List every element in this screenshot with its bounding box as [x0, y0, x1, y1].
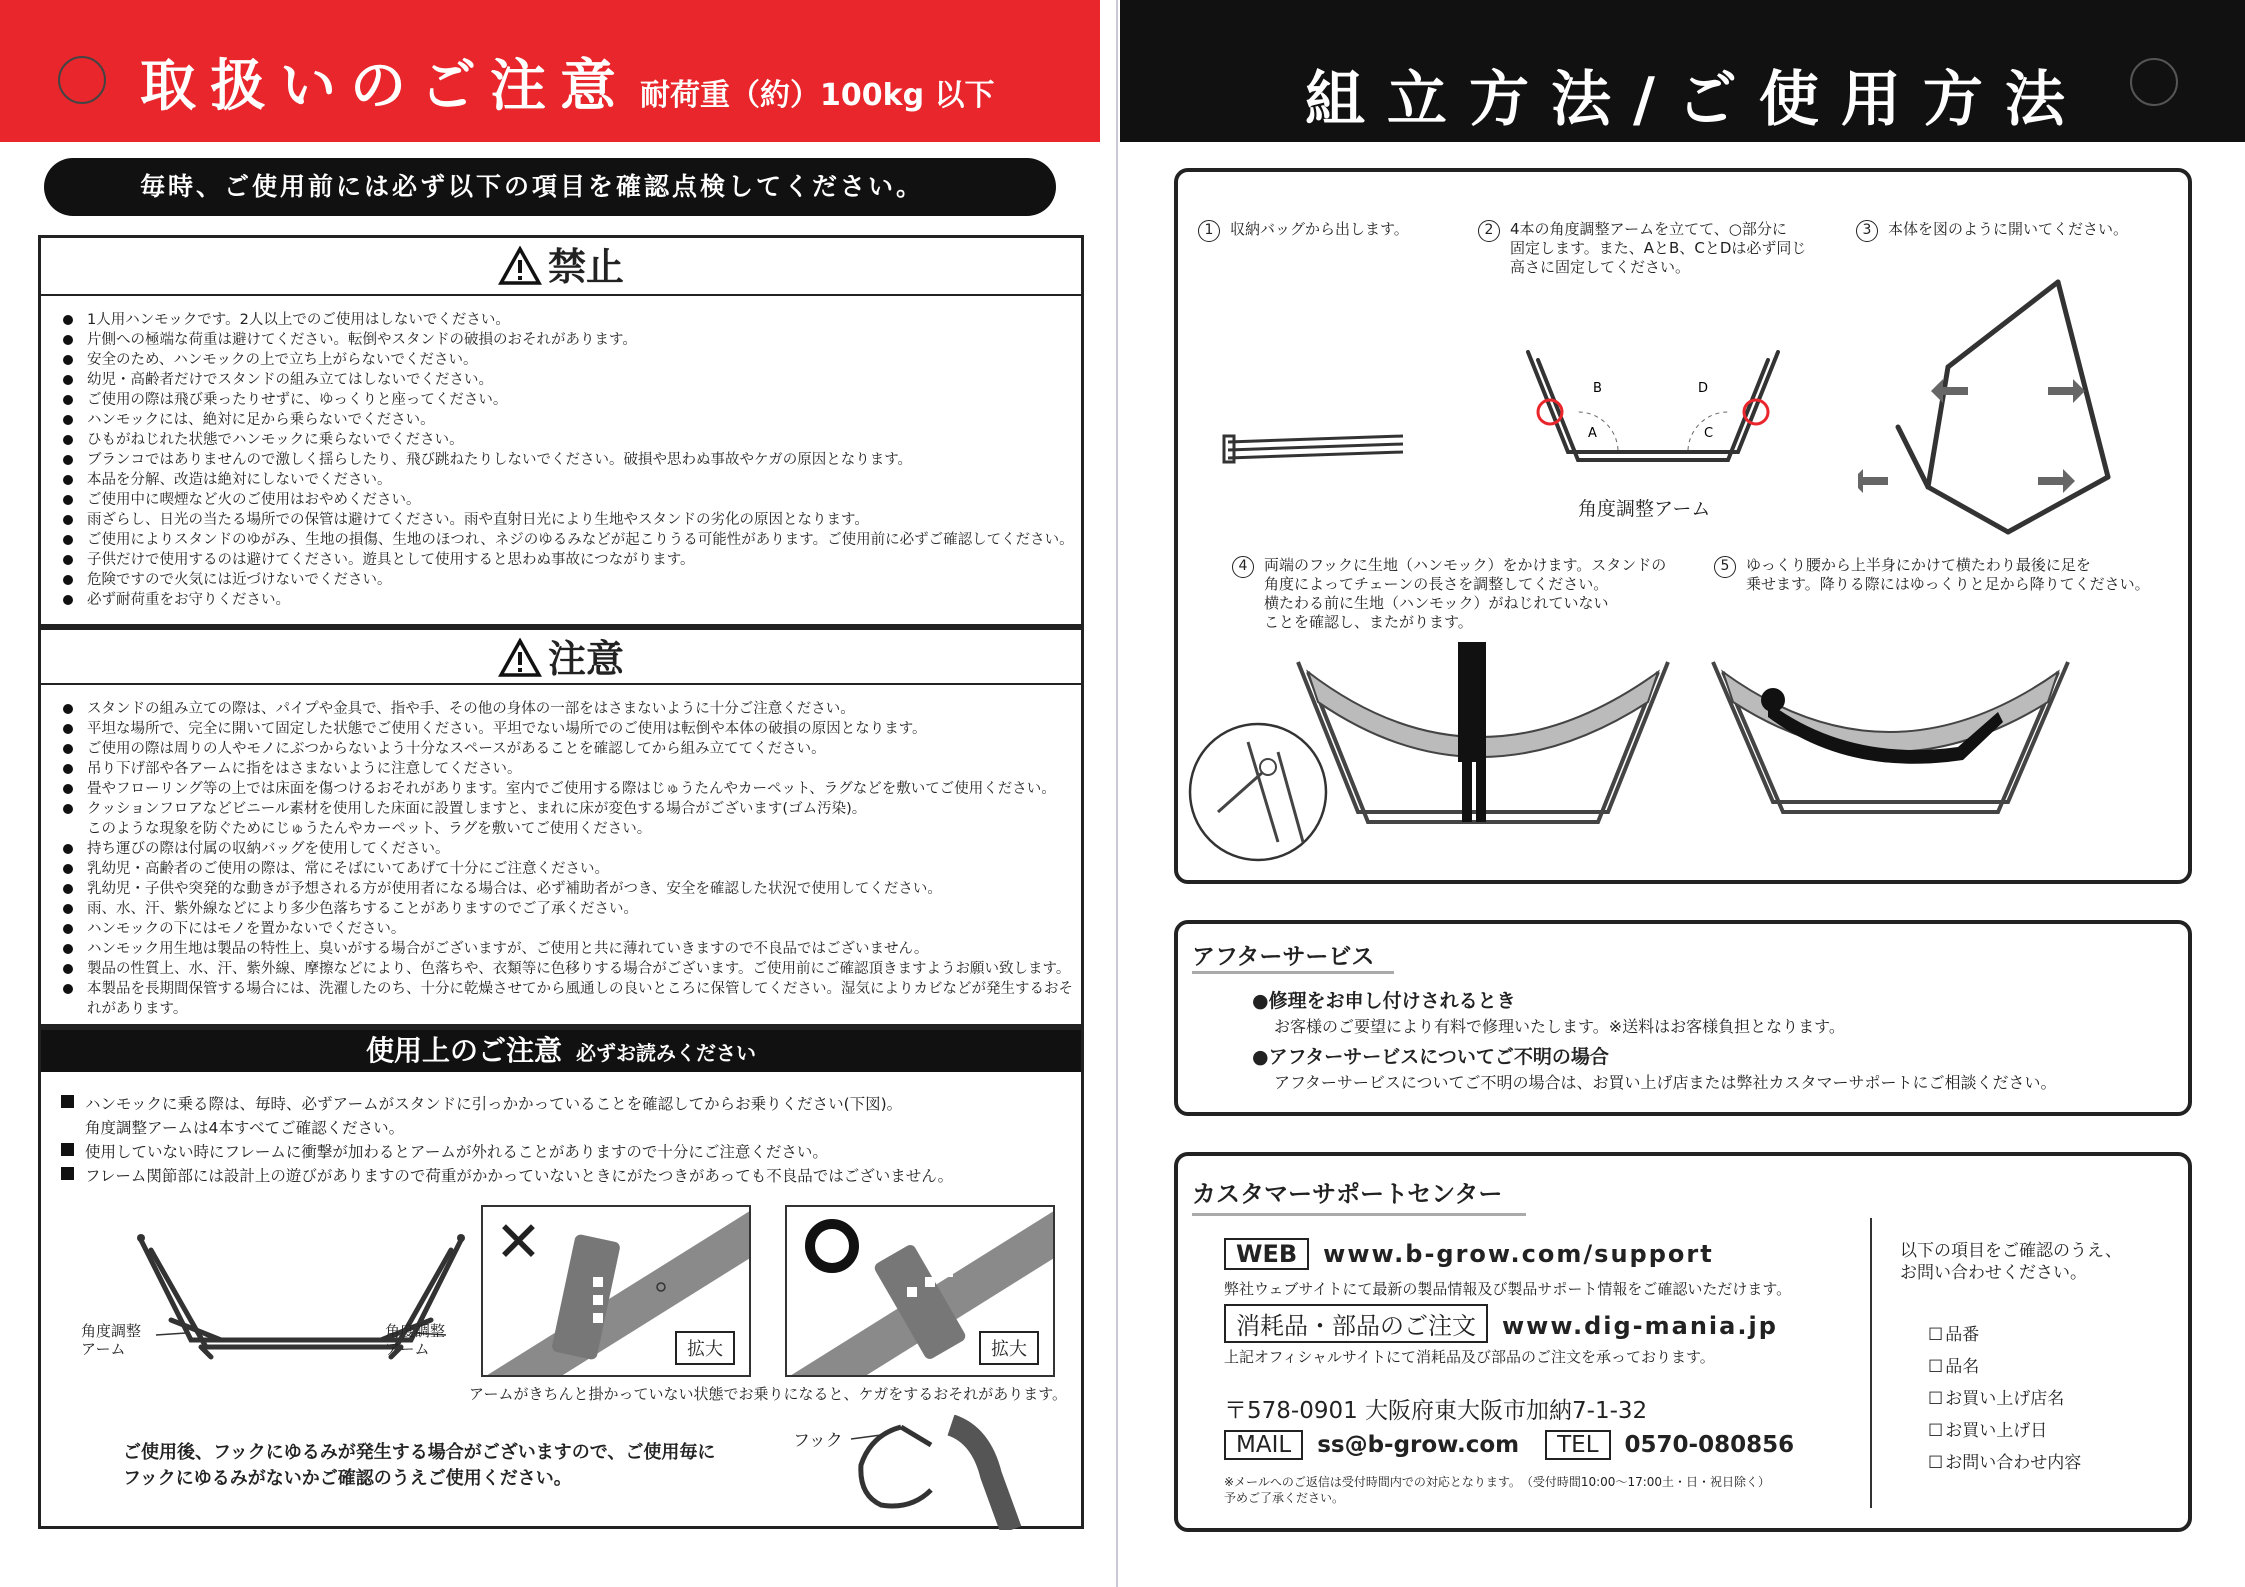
after-service-item-title: ●アフターサービスについてご不明の場合	[1252, 1046, 1609, 1068]
step-3	[1856, 220, 2128, 242]
caution-section	[38, 627, 1084, 1027]
list-item: ハンモックには、絶対に足から乗らないでください。	[61, 410, 1071, 430]
label-c: C	[1704, 426, 1714, 441]
web-note: 弊社ウェブサイトにて最新の製品情報及び製品サポート情報をご確認いただけます。	[1224, 1280, 1792, 1298]
warning-icon	[498, 246, 542, 286]
x-mark-icon: ✕	[495, 1210, 542, 1275]
parts-note: 上記オフィシャルサイトにて消耗品及び部品のご注文を承っております。	[1224, 1348, 1715, 1366]
list-item: 子供だけで使用するのは避けてください。遊具として使用すると思わぬ事故につながります。	[61, 550, 1071, 570]
right-page	[1120, 0, 2245, 1587]
hook-note: ご使用後、フックにゆるみが発生する場合がございますので、ご使用毎に フックにゆるみがないかご確認のうえご使用ください。	[123, 1442, 716, 1489]
support-heading: カスタマーサポートセンター	[1192, 1174, 1526, 1216]
warning-icon	[498, 638, 542, 678]
list-item: 乳幼児・高齢者のご使用の際は、常にそばにいてあげて十分にご注意ください。	[61, 859, 1071, 879]
step-text: 4本の角度調整アームを立てて、○部分に 固定します。また、AとB、CとDは必ず同じ 高さに固定してください。	[1510, 220, 1807, 276]
parts-url[interactable]: www.dig-mania.jp	[1502, 1312, 1778, 1340]
prohibit-heading-text: 禁止	[547, 245, 624, 289]
step-number: 4	[1232, 556, 1254, 578]
list-item: 片側への極端な荷重は避けてください。転倒やスタンドの破損のおそれがあります。	[61, 330, 1071, 350]
prohibit-section	[38, 235, 1084, 627]
list-item: 畳やフローリング等の上では床面を傷つけるおそれがあります。室内でご使用する際はじゅうたんやカーペット、ラグなどを敷いてご使用ください。	[61, 779, 1071, 799]
list-item: 本製品を長期間保管する場合には、洗濯したのち、十分に乾燥させてから風通しの良いところに保管してください。湿気によりカビなどが発生するおそ	[61, 979, 1071, 999]
checklist-item: ☐ お買い上げ店名	[1928, 1384, 2064, 1409]
usage-list	[59, 1092, 1071, 1188]
list-item: 乳幼児・子供や突発的な動きが予想される方が使用者になる場合は、必ず補助者がつき、安全を確認した状況で使用してください。	[61, 879, 1071, 899]
contact-row	[1224, 1430, 1794, 1460]
list-item: フレーム関節部には設計上の遊びがありますので荷重がかかっていないときにがたつきがあっても不良品ではございません。	[59, 1164, 1071, 1188]
check-banner: 毎時、ご使用前には必ず以下の項目を確認点検してください。	[44, 158, 1056, 216]
confirm-lead: 以下の項目をご確認のうえ、 お問い合わせください。	[1900, 1241, 2123, 1283]
arm-caption: 角度調整アーム	[1578, 498, 1711, 520]
step-4	[1232, 556, 1666, 632]
list-item: ハンモック用生地は製品の特性上、臭いがする場合がございますが、ご使用と共に薄れていきますので不良品ではございません。	[61, 939, 1071, 959]
divider	[1870, 1218, 1872, 1508]
list-item: ご使用の際は飛び乗ったりせずに、ゆっくりと座ってください。	[61, 390, 1071, 410]
left-page	[0, 0, 1118, 1587]
checklist-item: ☐ お問い合わせ内容	[1928, 1448, 2081, 1473]
list-item: 持ち運びの際は付属の収納バッグを使用してください。	[61, 839, 1071, 859]
step-5	[1714, 556, 2150, 594]
step-text: 収納バッグから出します。	[1230, 220, 1409, 238]
step-text: ゆっくり腰から上半身にかけて横たわり最後に足を 乗せます。降りる際にはゆっくりと足から降りてください。	[1746, 556, 2150, 593]
hook-icon	[841, 1415, 1041, 1530]
list-item: 製品の性質上、水、汗、紫外線、摩擦などにより、色落ちや、衣類等に色移りする場合がございます。ご使用前にご確認頂きますようお願い致します。	[61, 959, 1071, 979]
list-item: 吊り下げ部や各アームに指をはさまないように注意してください。	[61, 759, 1071, 779]
list-item: ハンモックに乗る際は、毎時、必ずアームがスタンドに引っかかっていることを確認してからお乗りください(下図)。	[59, 1092, 1071, 1116]
prohibit-list	[61, 310, 1074, 610]
list-item: 安全のため、ハンモックの上で立ち上がらないでください。	[61, 350, 1071, 370]
label-b: B	[1593, 381, 1602, 396]
step-number: 1	[1198, 220, 1220, 242]
zoom-label-bad: 拡大	[675, 1331, 735, 1365]
circle-mark-icon	[805, 1219, 859, 1273]
arm-label-right: 角度調整 アーム	[385, 1322, 446, 1358]
punch-hole-left	[58, 56, 106, 104]
after-service-item-text: お客様のご要望により有料で修理いたします。※送料はお客様負担となります。	[1274, 1017, 1845, 1036]
address: 〒578-0901 大阪府東大阪市加納7-1-32	[1224, 1398, 1648, 1424]
folded-stand-illustration	[1218, 422, 1418, 472]
arm-label-left: 角度調整 アーム	[81, 1322, 142, 1358]
list-item: ご使用の際は周りの人やモノにぶつからないよう十分なスペースがあることを確認してから組み立ててください。	[61, 739, 1071, 759]
list-item: ブランコではありませんので激しく揺らしたり、飛び跳ねたりしないでください。破損や思わぬ事故やケガの原因となります。	[61, 450, 1071, 470]
list-item: クッションフロアなどビニール素材を使用した床面に設置しますと、まれに床が変色する場合がございます(ゴム汚染)。	[61, 799, 1071, 819]
load-capacity-label: 耐荷重（約）100kg 以下	[640, 78, 995, 113]
step-number: 5	[1714, 556, 1736, 578]
hammock-lying-illustration	[1698, 642, 2088, 842]
web-url[interactable]: www.b-grow.com/support	[1323, 1240, 1714, 1268]
figure-caption: アームがきちんと掛かっていない状態でお乗りになると、ケガをするおそれがあります。	[469, 1385, 1068, 1403]
web-tag: WEB	[1224, 1238, 1309, 1270]
checklist-item: ☐ 品番	[1928, 1320, 1979, 1345]
caution-heading	[41, 627, 1081, 685]
list-item: 雨ざらし、日光の当たる場所での保管は避けてください。雨や直射日光により生地やスタンドの劣化の原因となります。	[61, 510, 1071, 530]
step-1	[1198, 220, 1409, 242]
list-item: 雨、水、汗、紫外線などにより多少色落ちすることがありますのでご了承ください。	[61, 899, 1071, 919]
step-text: 両端のフックに生地（ハンモック）をかけます。スタンドの 角度によってチェーンの長さを調整してください。 横たわる前に生地（ハンモック）がねじれていない ことを確認し、またがります。	[1264, 556, 1667, 631]
list-item: 本品を分解、改造は絶対にしないでください。	[61, 470, 1071, 490]
step-number: 2	[1478, 220, 1500, 242]
parts-row	[1224, 1304, 1778, 1343]
list-item: 幼児・高齢者だけでスタンドの組み立てはしないでください。	[61, 370, 1071, 390]
open-stand-illustration	[1858, 277, 2138, 537]
right-header	[1120, 0, 2245, 142]
step-text: 本体を図のように開いてください。	[1888, 220, 2129, 238]
web-row	[1224, 1238, 1714, 1270]
hook-label: フック	[793, 1431, 843, 1451]
page-title-assembly: 組立方法/ご使用方法	[1305, 65, 2087, 135]
label-a: A	[1588, 426, 1597, 441]
mail-address[interactable]: ss@b-grow.com	[1317, 1432, 1520, 1458]
after-service-box	[1174, 920, 2192, 1116]
step-number: 3	[1856, 220, 1878, 242]
page-title-handling: 取扱いのご注意	[140, 54, 630, 119]
caution-heading-text: 注意	[547, 637, 624, 681]
after-service-heading: アフターサービス	[1192, 938, 1394, 974]
usage-heading-text: 使用上のご注意	[365, 1034, 562, 1067]
customer-support-box	[1174, 1152, 2192, 1532]
tel-tag: TEL	[1545, 1430, 1610, 1460]
after-service-item-title: ●修理をお申し付けされるとき	[1252, 990, 1516, 1012]
tel-number[interactable]: 0570-080856	[1624, 1432, 1795, 1458]
zoom-bad-example	[481, 1205, 751, 1377]
label-d: D	[1698, 381, 1709, 396]
list-item: 必ず耐荷重をお守りください。	[61, 590, 1071, 610]
list-item-continuation: れがあります。	[87, 1001, 188, 1017]
mail-tag: MAIL	[1224, 1430, 1303, 1460]
list-item: 平坦な場所で、完全に開いて固定した状態でご使用ください。平坦でない場所でのご使用は転倒や本体の破損の原因となります。	[61, 719, 1071, 739]
hammock-standing-illustration	[1188, 642, 1688, 872]
list-item: 危険ですので火気には近づけないでください。	[61, 570, 1071, 590]
checklist-item: ☐ 品名	[1928, 1352, 1979, 1377]
caution-list	[61, 699, 1071, 1019]
support-footnote: ※メールへのご返信は受付時間内での対応となります。 （受付時間10:00〜17:00土・日・祝日除く） 予めご了承ください。	[1224, 1475, 1771, 1505]
parts-tag: 消耗品・部品のご注文	[1224, 1304, 1488, 1343]
list-item: ご使用によりスタンドのゆがみ、生地の損傷、生地のほつれ、ネジのゆるみなどが起こりうる可能性があります。ご使用前に必ずご確認してください。	[61, 530, 1071, 550]
list-item: ひもがねじれた状態でハンモックに乗らないでください。	[61, 430, 1071, 450]
list-item-continuation: このような現象を防ぐためにじゅうたんやカーペット、ラグを敷いてご使用ください。	[87, 821, 652, 837]
usage-heading	[41, 1030, 1081, 1072]
left-header	[0, 0, 1100, 142]
usage-section	[38, 1027, 1084, 1529]
list-item: ハンモックの下にはモノを置かないでください。	[61, 919, 1071, 939]
angle-arm-illustration	[1508, 342, 1798, 502]
prohibit-heading	[41, 238, 1081, 296]
step-2	[1478, 220, 1806, 277]
zoom-good-example	[785, 1205, 1055, 1377]
list-item-continuation: 角度調整アームは4本すべてご確認ください。	[85, 1119, 405, 1137]
zoom-label-good: 拡大	[979, 1331, 1039, 1365]
punch-hole-right	[2130, 58, 2178, 106]
usage-subheading: 必ずお読みください	[576, 1041, 756, 1065]
list-item: ご使用中に喫煙など火のご使用はおやめください。	[61, 490, 1071, 510]
assembly-steps-box	[1174, 168, 2192, 884]
list-item: 使用していない時にフレームに衝撃が加わるとアームが外れることがありますので十分にご注意ください。	[59, 1140, 1071, 1164]
checklist-item: ☐ お買い上げ日	[1928, 1416, 2047, 1441]
list-item: 1人用ハンモックです。2人以上でのご使用はしないでください。	[61, 310, 1071, 330]
list-item: スタンドの組み立ての際は、パイプや金具で、指や手、その他の身体の一部をはさまないように十分ご注意ください。	[61, 699, 1071, 719]
after-service-item-text: アフターサービスについてご不明の場合は、お買い上げ店または弊社カスタマーサポートにご相談ください。	[1274, 1073, 2057, 1092]
